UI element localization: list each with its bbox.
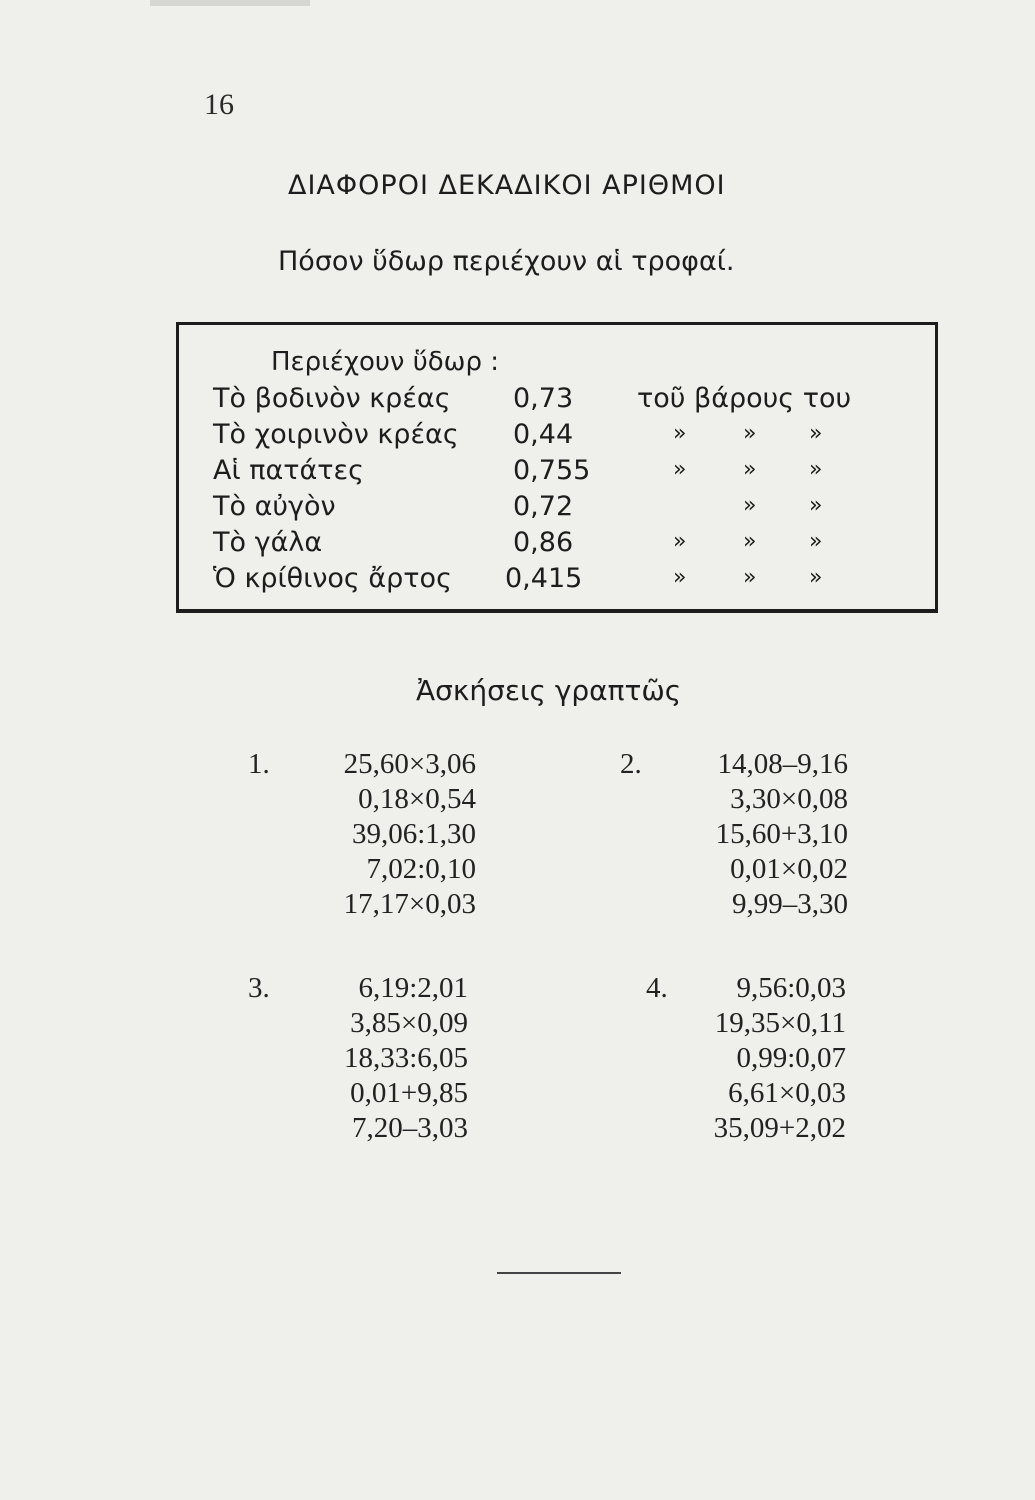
- exercise-number: 3.: [248, 972, 270, 1004]
- exercise-item: 9,56:0,03: [736, 972, 846, 1004]
- exercise-group-3: [248, 972, 468, 1152]
- ditto-mark: »: [743, 529, 757, 554]
- page-top-edge: [150, 0, 310, 6]
- exercise-item: 0,01×0,02: [730, 853, 848, 885]
- exercise-item: 15,60+3,10: [715, 818, 848, 850]
- exercise-item: 0,01+9,85: [350, 1077, 468, 1109]
- ditto-mark: »: [809, 457, 823, 482]
- ditto-mark: »: [809, 421, 823, 446]
- exercise-item: 3,30×0,08: [730, 783, 848, 815]
- water-fraction: 0,755: [513, 455, 591, 486]
- end-divider: [497, 1272, 621, 1274]
- water-fraction: 0,72: [513, 491, 574, 522]
- food-name: Ὁ κρίθινος ἄρτος: [213, 563, 452, 594]
- exercise-item: 6,19:2,01: [358, 972, 468, 1004]
- exercise-number: 1.: [248, 748, 270, 780]
- water-content-table: [176, 322, 938, 613]
- table-header: Περιέχουν ὕδωρ :: [271, 347, 499, 377]
- exercise-item: 19,35×0,11: [714, 1007, 846, 1039]
- exercise-number: 2.: [620, 748, 642, 780]
- subtitle: Πόσον ὕδωρ περιέχουν αἱ τροφαί.: [278, 246, 735, 277]
- exercise-group-4: [646, 972, 846, 1152]
- exercises-title: Ἀσκήσεις γραπτῶς: [416, 674, 682, 707]
- table-row: [213, 383, 933, 419]
- exercise-group-2: [620, 748, 848, 928]
- exercise-number: 4.: [646, 972, 668, 1004]
- exercise-group-1: [248, 748, 476, 928]
- exercise-item: 17,17×0,03: [343, 888, 476, 920]
- exercise-item: 35,09+2,02: [713, 1112, 846, 1144]
- ditto-mark: »: [809, 529, 823, 554]
- exercise-item: 25,60×3,06: [343, 748, 476, 780]
- ditto-mark: »: [673, 529, 687, 554]
- food-name: Αἱ πατάτες: [213, 455, 364, 486]
- exercise-item: 7,20–3,03: [352, 1112, 468, 1144]
- ditto-mark: »: [673, 565, 687, 590]
- ditto-mark: »: [743, 493, 757, 518]
- section-title: ΔΙΑΦΟΡΟΙ ΔΕΚΑΔΙΚΟΙ ΑΡΙΘΜΟΙ: [288, 170, 726, 201]
- table-row: [213, 491, 933, 527]
- food-name: Τὸ χοιρινὸν κρέας: [213, 419, 459, 450]
- ditto-mark: »: [809, 565, 823, 590]
- water-fraction: 0,86: [513, 527, 574, 558]
- exercise-item: 39,06:1,30: [351, 818, 476, 850]
- unit-label: τοῦ βάρους του: [637, 383, 852, 414]
- exercise-item: 6,61×0,03: [728, 1077, 846, 1109]
- exercise-item: 14,08–9,16: [717, 748, 848, 780]
- exercise-item: 3,85×0,09: [350, 1007, 468, 1039]
- exercise-item: 7,02:0,10: [366, 853, 476, 885]
- exercise-item: 18,33:6,05: [343, 1042, 468, 1074]
- table-row: [213, 455, 933, 491]
- table-row: [213, 527, 933, 563]
- exercise-item: 9,99–3,30: [732, 888, 848, 920]
- ditto-mark: »: [673, 421, 687, 446]
- water-fraction: 0,44: [513, 419, 574, 450]
- exercise-item: 0,99:0,07: [736, 1042, 846, 1074]
- food-name: Τὸ αὐγὸν: [213, 491, 336, 522]
- ditto-mark: »: [743, 565, 757, 590]
- ditto-mark: »: [743, 457, 757, 482]
- page-number: 16: [204, 88, 234, 121]
- ditto-mark: »: [743, 421, 757, 446]
- water-fraction: 0,73: [513, 383, 574, 414]
- food-name: Τὸ γάλα: [213, 527, 323, 558]
- water-fraction: 0,415: [505, 563, 583, 594]
- food-name: Τὸ βοδινὸν κρέας: [213, 383, 451, 414]
- table-row: [213, 563, 933, 599]
- ditto-mark: »: [673, 457, 687, 482]
- table-row: [213, 419, 933, 455]
- ditto-mark: »: [809, 493, 823, 518]
- exercise-item: 0,18×0,54: [358, 783, 476, 815]
